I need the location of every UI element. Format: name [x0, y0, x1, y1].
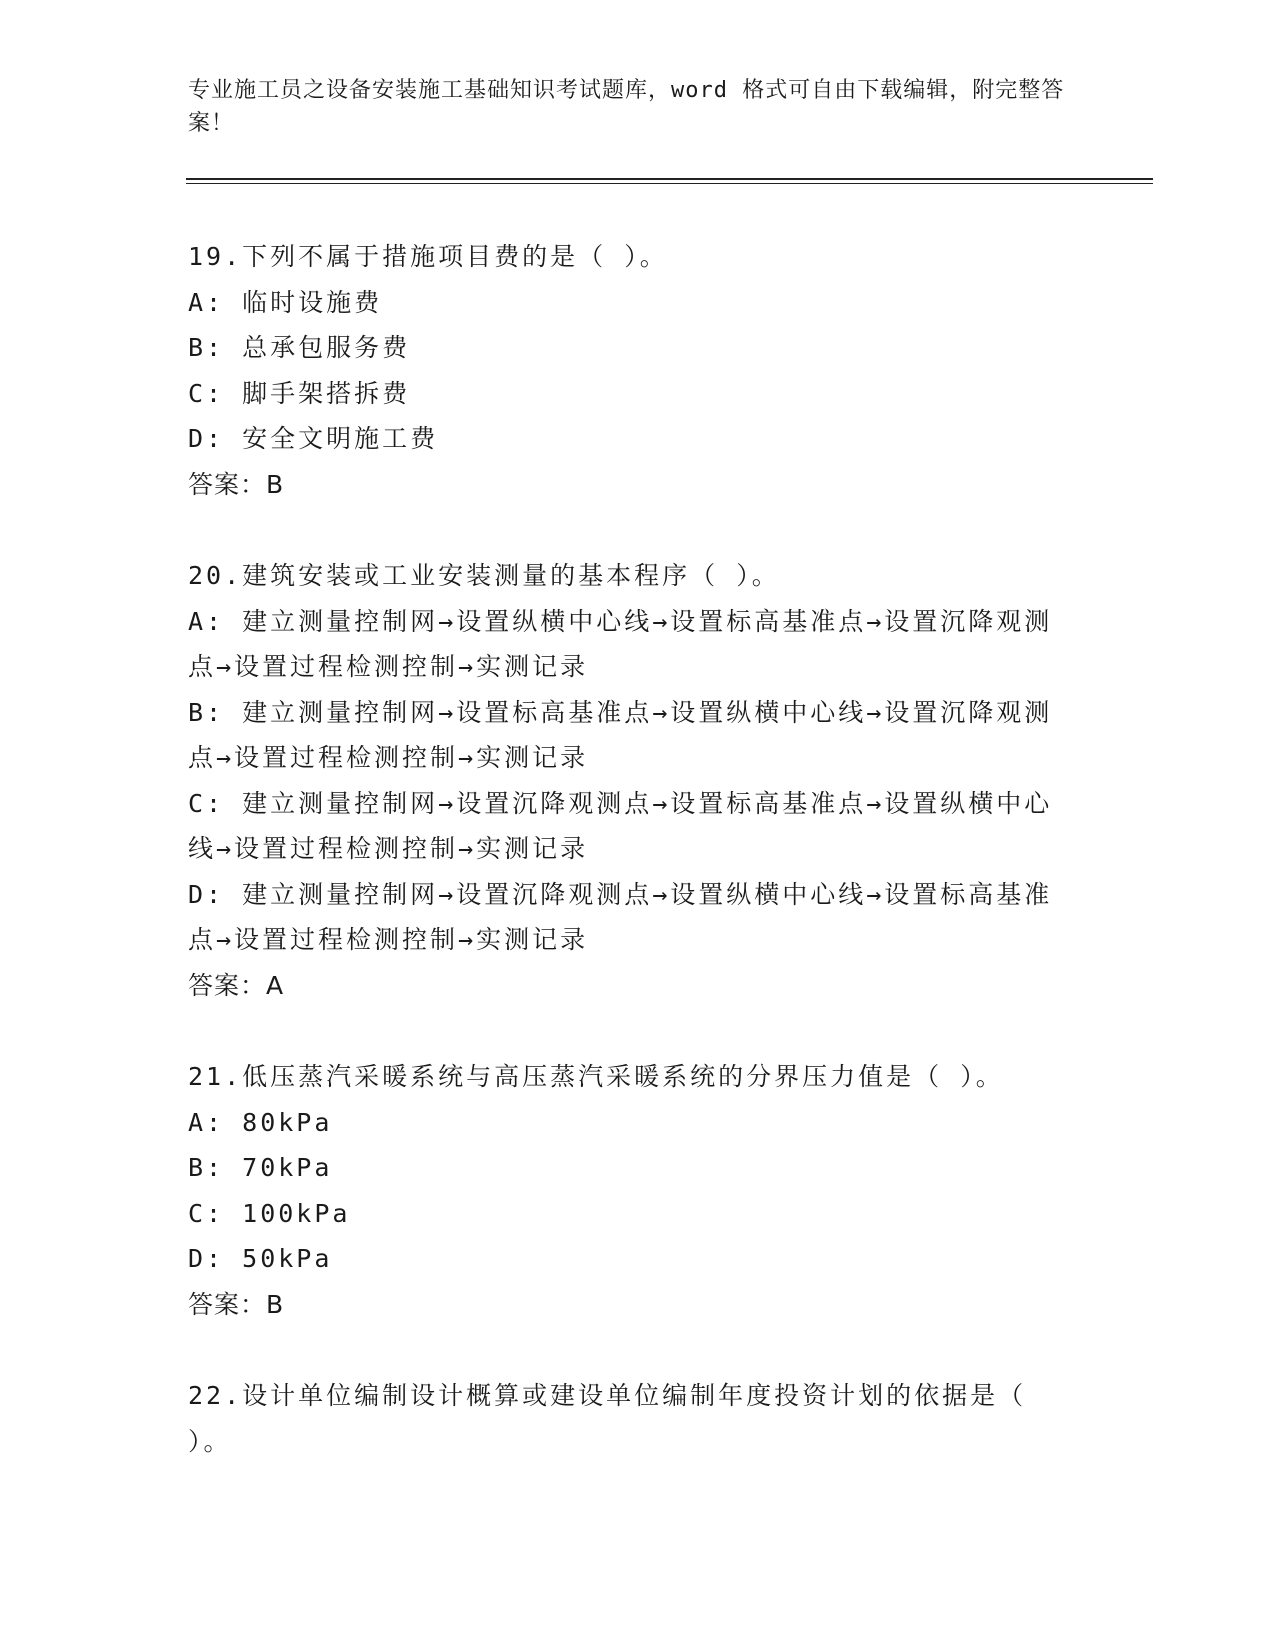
option-b: B: 总承包服务费: [188, 333, 411, 362]
question-19: [188, 234, 1078, 507]
question-stem: 21.低压蒸汽采暖系统与高压蒸汽采暖系统的分界压力值是（ ）。: [188, 1062, 1004, 1091]
option-c: C: 建立测量控制网→设置沉降观测点→设置标高基准点→设置纵横中心线→设置过程检测控制→实测记录: [188, 788, 1053, 863]
question-20: [188, 553, 1078, 1008]
answer-label: 答案：A: [188, 970, 285, 1000]
header-divider-thick: [186, 178, 1153, 180]
header-divider-thin: [186, 183, 1153, 184]
question-22: [188, 1373, 1078, 1464]
option-d: D: 安全文明施工费: [188, 424, 439, 453]
question-21: [188, 1054, 1078, 1327]
question-stem: 22.设计单位编制设计概算或建设单位编制年度投资计划的依据是（ ）。: [188, 1381, 1027, 1456]
option-a: A: 建立测量控制网→设置纵横中心线→设置标高基准点→设置沉降观测点→设置过程检测控制→实测记录: [188, 606, 1053, 681]
question-list: [188, 234, 1078, 1510]
option-a: A: 临时设施费: [188, 287, 383, 317]
answer-label: 答案：B: [188, 1289, 285, 1319]
option-c: C: 脚手架搭拆费: [188, 378, 411, 408]
question-stem: 19.下列不属于措施项目费的是（ ）。: [188, 242, 668, 271]
option-d: D: 建立测量控制网→设置沉降观测点→设置纵横中心线→设置标高基准点→设置过程检测控制→实测记录: [188, 879, 1053, 954]
document-description: 专业施工员之设备安装施工基础知识考试题库，word 格式可自由下载编辑，附完整答案！: [188, 78, 1065, 136]
option-d: D: 50kPa: [188, 1244, 333, 1273]
option-a: A: 80kPa: [188, 1107, 333, 1137]
option-b: B: 建立测量控制网→设置标高基准点→设置纵横中心线→设置沉降观测点→设置过程检测控制→实测记录: [188, 697, 1053, 772]
option-c: C: 100kPa: [188, 1198, 351, 1228]
answer-label: 答案：B: [188, 469, 285, 499]
option-b: B: 70kPa: [188, 1153, 333, 1182]
question-stem: 20.建筑安装或工业安装测量的基本程序（ ）。: [188, 561, 780, 590]
